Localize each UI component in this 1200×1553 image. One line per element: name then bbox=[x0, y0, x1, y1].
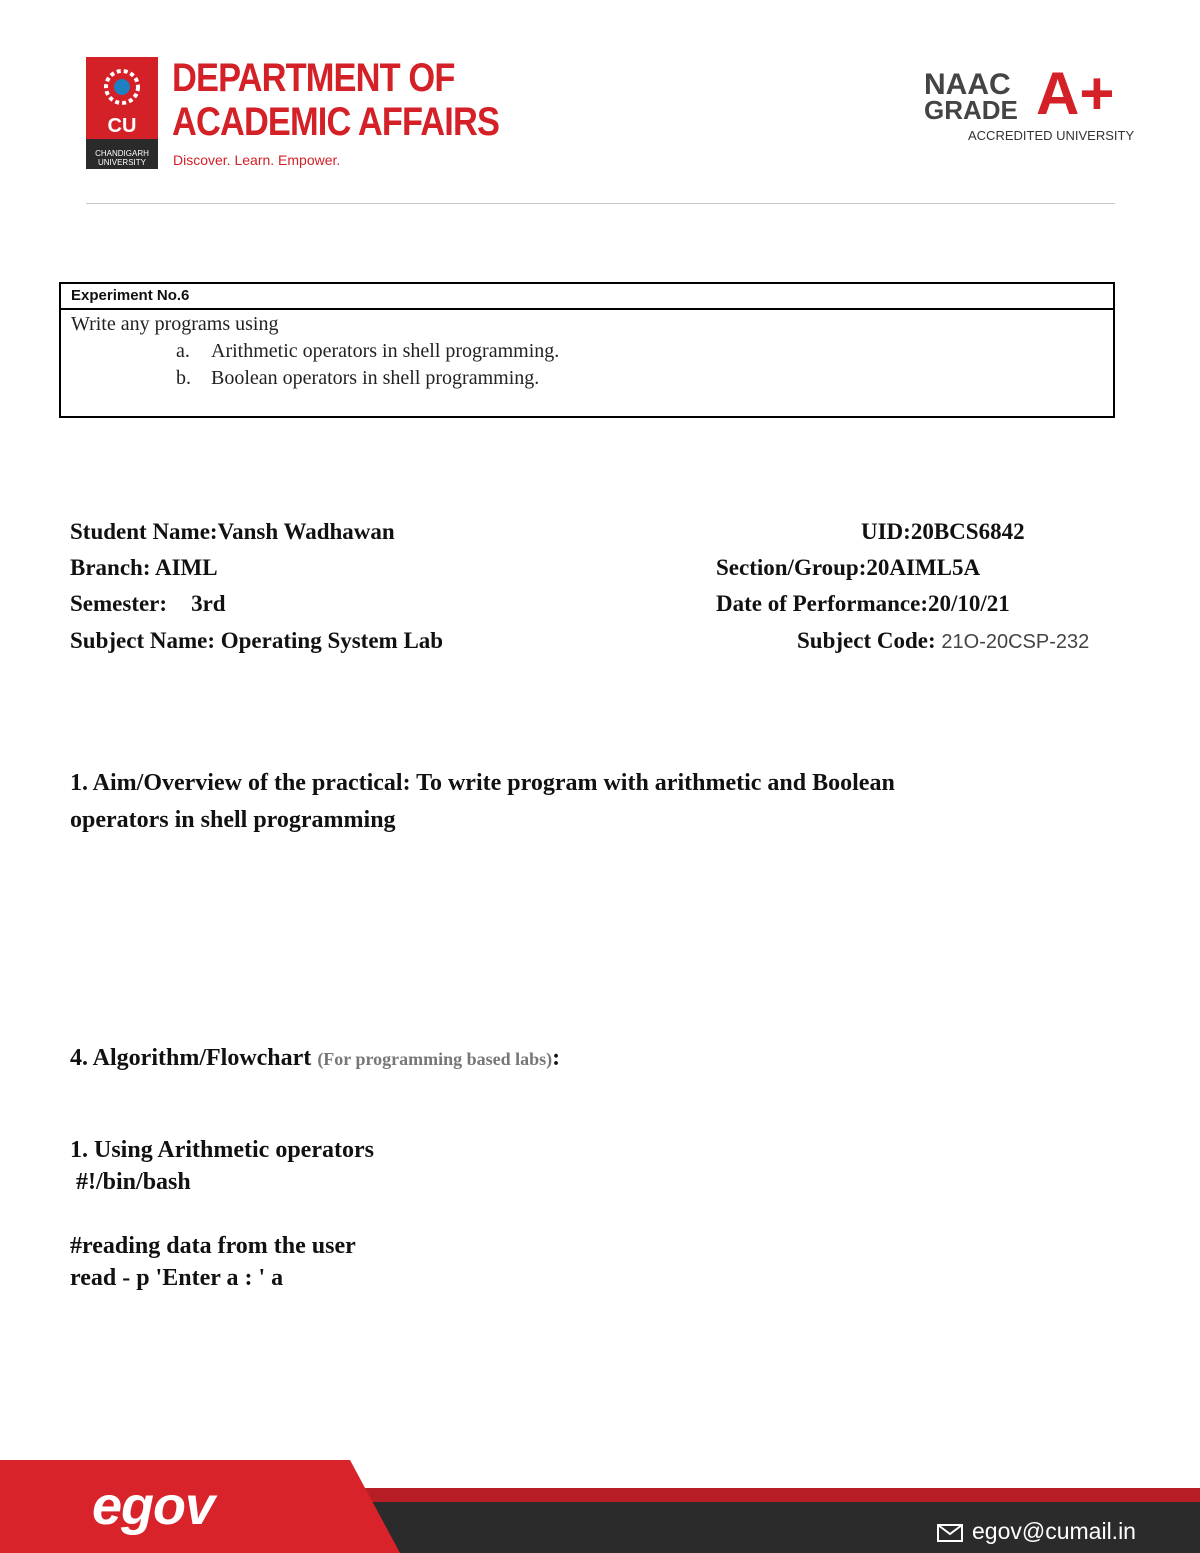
naac-grade: A+ bbox=[1036, 60, 1115, 127]
naac-label: NAAC bbox=[924, 68, 1011, 101]
list-item bbox=[71, 365, 559, 392]
list-marker: b. bbox=[176, 367, 191, 389]
code-line-read: read - p 'Enter a : ' a bbox=[70, 1265, 284, 1291]
footer-red-stripe bbox=[350, 1488, 1200, 1502]
list-item-text: Boolean operators in shell programming. bbox=[211, 367, 540, 389]
mail-icon bbox=[937, 1524, 963, 1542]
list-item bbox=[71, 338, 559, 365]
accredited-label: ACCREDITED UNIVERSITY bbox=[968, 128, 1135, 143]
list-marker: a. bbox=[176, 340, 190, 362]
aim-text-line2: operators in shell programming bbox=[70, 807, 396, 833]
student-name-label: Student Name: bbox=[70, 519, 218, 544]
uid-value: 20BCS6842 bbox=[910, 519, 1025, 544]
cu-logo bbox=[86, 57, 158, 169]
uid-label: UID: bbox=[861, 519, 911, 544]
algorithm-section bbox=[70, 1040, 560, 1078]
date-label: Date of Performance: bbox=[716, 591, 928, 616]
experiment-box bbox=[59, 282, 1115, 418]
logo-cu-text: CU bbox=[107, 115, 137, 137]
section-row bbox=[716, 554, 980, 582]
section-value: 20AIML5A bbox=[866, 555, 981, 580]
grade-label: GRADE bbox=[924, 95, 1018, 125]
header-divider bbox=[86, 203, 1115, 204]
subject-value: Operating System Lab bbox=[220, 628, 444, 653]
experiment-title: Experiment No.6 bbox=[71, 287, 190, 304]
experiment-body bbox=[71, 311, 559, 392]
footer-email[interactable]: egov@cumail.in bbox=[972, 1518, 1136, 1544]
code-line-comment: #reading data from the user bbox=[70, 1233, 356, 1259]
date-row bbox=[716, 590, 1010, 618]
date-value: 20/10/21 bbox=[928, 591, 1010, 616]
subject-row bbox=[70, 627, 443, 655]
algorithm-note: (For programming based labs) bbox=[317, 1049, 553, 1069]
aim-heading: 1. Aim/Overview of the practical: bbox=[70, 770, 411, 796]
tagline: Discover. Learn. Empower. bbox=[173, 152, 341, 168]
subject-code-row bbox=[797, 627, 1089, 656]
semester-value: 3rd bbox=[191, 591, 226, 616]
algorithm-colon: : bbox=[552, 1045, 561, 1071]
student-name-value: Vansh Wadhawan bbox=[217, 519, 395, 544]
egov-logo: egov bbox=[92, 1476, 215, 1536]
branch-row bbox=[70, 554, 218, 582]
list-item-text: Arithmetic operators in shell programming. bbox=[211, 340, 560, 362]
aim-section bbox=[70, 765, 1070, 839]
gear-emblem-icon bbox=[86, 57, 158, 117]
branch-value: AIML bbox=[154, 555, 218, 580]
dept-title-line1: DEPARTMENT OF bbox=[172, 56, 455, 100]
experiment-intro: Write any programs using bbox=[71, 313, 279, 335]
uid-row bbox=[861, 518, 1025, 546]
dept-title-line2: ACADEMIC AFFAIRS bbox=[172, 100, 500, 144]
branch-label: Branch: bbox=[70, 555, 151, 580]
subject-code-value: 21O-20CSP-232 bbox=[941, 631, 1090, 653]
aim-text-line1: To write program with arithmetic and Boolean bbox=[416, 770, 895, 796]
code-title: 1. Using Arithmetic operators bbox=[70, 1137, 374, 1163]
subject-label: Subject Name: bbox=[70, 628, 215, 653]
code-section bbox=[70, 1134, 374, 1294]
semester-row bbox=[70, 590, 226, 618]
section-label: Section/Group: bbox=[716, 555, 867, 580]
semester-label: Semester: bbox=[70, 591, 168, 616]
student-name-row bbox=[70, 518, 395, 546]
logo-university-text: CHANDIGARH UNIVERSITY bbox=[95, 149, 149, 167]
experiment-header bbox=[61, 284, 1113, 310]
code-line-shebang: #!/bin/bash bbox=[70, 1169, 191, 1195]
subject-code-label: Subject Code: bbox=[797, 628, 936, 653]
footer bbox=[0, 1460, 1200, 1553]
algorithm-heading: 4. Algorithm/Flowchart bbox=[70, 1045, 312, 1071]
